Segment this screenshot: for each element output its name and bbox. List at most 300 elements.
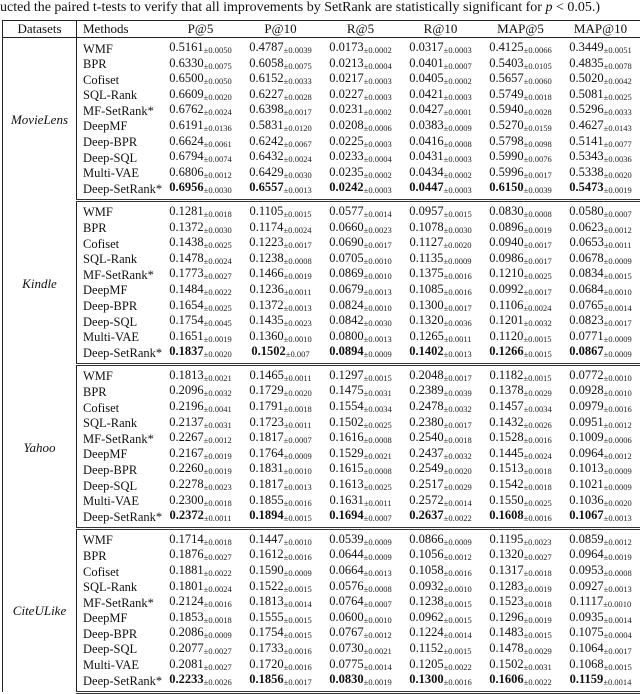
cell-r10: [401, 400, 481, 416]
metric-std: ±0.0015: [604, 271, 632, 281]
metric-value: 0.0227: [329, 87, 363, 101]
metric-value: 0.2048: [409, 368, 443, 382]
cell-r5: [321, 345, 401, 364]
metric-std: ±0.0013: [444, 349, 472, 359]
cell-map10: [561, 384, 640, 400]
metric-std: ±0.0066: [524, 45, 552, 55]
cell-p5: [161, 200, 241, 220]
metric-std: ±0.0009: [444, 123, 472, 133]
metric-value: 0.1513: [489, 461, 523, 475]
metric-value: 0.1733: [249, 641, 283, 655]
metric-value: 0.1085: [409, 282, 443, 296]
metric-value: 0.4787: [249, 40, 283, 54]
metric-value: 0.1894: [249, 508, 283, 522]
metric-value: 0.1174: [250, 220, 284, 234]
metric-value: 0.6152: [249, 71, 283, 85]
cell-p5: [161, 431, 241, 447]
metric-std: ±0.0016: [204, 599, 232, 609]
metric-std: ±0.0011: [284, 420, 312, 430]
table-row: [3, 509, 640, 528]
metric-std: ±0.0009: [364, 552, 392, 562]
metric-value: 0.1078: [409, 220, 443, 234]
method-name: Deep-BPR: [77, 135, 161, 151]
metric-std: ±0.0076: [524, 154, 552, 164]
metric-std: ±0.0011: [204, 513, 232, 523]
metric-std: ±0.0018: [204, 498, 232, 508]
metric-value: 0.5831: [249, 118, 283, 132]
cell-map5: [481, 330, 561, 346]
cell-p10: [241, 72, 321, 88]
method-name: Multi-VAE: [77, 658, 161, 674]
cell-r10: [401, 384, 481, 400]
metric-value: 0.5020: [569, 71, 603, 85]
metric-value: 0.1205: [409, 657, 443, 671]
metric-std: ±0.0012: [604, 420, 632, 430]
cell-p10: [241, 299, 321, 315]
metric-value: 0.1195: [490, 532, 524, 546]
metric-value: 0.1694: [329, 508, 363, 522]
cell-map5: [481, 478, 561, 494]
cell-r10: [401, 416, 481, 432]
metric-std: ±0.0018: [204, 537, 232, 547]
metric-value: 0.0765: [569, 298, 603, 312]
header-row: [3, 21, 640, 38]
method-name: Deep-SQL: [77, 642, 161, 658]
metric-value: 0.5657: [489, 71, 523, 85]
metric-std: ±0.0010: [603, 599, 631, 609]
metric-value: 0.1484: [169, 282, 203, 296]
metric-std: ±0.0019: [284, 271, 312, 281]
cell-map10: [561, 509, 640, 528]
metric-std: ±0.0034: [364, 404, 392, 414]
cell-r5: [321, 103, 401, 119]
metric-value: 0.2278: [169, 477, 203, 491]
metric-value: 0.0842: [329, 313, 363, 327]
metric-value: 0.6429: [249, 165, 283, 179]
cell-map5: [481, 400, 561, 416]
cell-r5: [321, 580, 401, 596]
metric-value: 0.1238: [249, 251, 283, 265]
metric-value: 0.1729: [249, 383, 283, 397]
metric-value: 0.1378: [489, 383, 523, 397]
cell-r5: [321, 478, 401, 494]
cell-map10: [561, 494, 640, 510]
cell-p5: [161, 364, 241, 384]
metric-value: 0.0416: [409, 134, 443, 148]
method-name: Cofiset: [77, 564, 161, 580]
cell-p10: [241, 400, 321, 416]
metric-std: ±0.0008: [364, 584, 392, 594]
metric-value: 0.5081: [569, 87, 603, 101]
cell-p10: [241, 135, 321, 151]
metric-value: 0.6500: [169, 71, 203, 85]
metric-std: ±0.0017: [284, 677, 312, 687]
metric-value: 0.0233: [329, 149, 363, 163]
cell-r5: [321, 494, 401, 510]
metric-std: ±0.0050: [204, 76, 232, 86]
metric-value: 0.1117: [570, 594, 603, 608]
metric-value: 0.6794: [169, 149, 203, 163]
metric-std: ±0.0016: [444, 287, 472, 297]
table-row: [3, 38, 640, 57]
cell-r5: [321, 431, 401, 447]
metric-value: 0.1612: [249, 547, 283, 561]
cell-p10: [241, 416, 321, 432]
cell-r5: [321, 252, 401, 268]
metric-std: ±0.0017: [444, 373, 472, 383]
metric-std: ±0.0004: [364, 61, 392, 71]
cell-p10: [241, 528, 321, 548]
metric-std: ±0.0007: [604, 209, 632, 219]
metric-value: 0.1881: [169, 563, 203, 577]
metric-std: ±0.0011: [284, 373, 312, 383]
table-row: [3, 345, 640, 364]
cell-p5: [161, 564, 241, 580]
cell-map10: [561, 658, 640, 674]
method-name: Deep-BPR: [77, 462, 161, 478]
metric-std: ±0.0024: [204, 107, 232, 117]
method-name: DeepMF: [77, 611, 161, 627]
metric-std: ±0.0003: [364, 139, 392, 149]
method-name: Deep-SetRank*: [77, 509, 161, 528]
cell-p5: [161, 548, 241, 564]
cell-map5: [481, 642, 561, 658]
metric-std: ±0.0015: [443, 646, 471, 656]
cell-p5: [161, 416, 241, 432]
cell-map5: [481, 181, 561, 200]
table-row: [3, 364, 640, 384]
metric-std: ±0.0031: [364, 388, 392, 398]
metric-std: ±0.007: [286, 349, 310, 359]
cell-p10: [241, 462, 321, 478]
cell-r5: [321, 548, 401, 564]
metric-std: ±0.0020: [604, 498, 632, 508]
cell-r10: [401, 564, 481, 580]
metric-std: ±0.0039: [444, 388, 472, 398]
metric-value: 0.1853: [169, 610, 203, 624]
cell-map10: [561, 447, 640, 463]
table-row: [3, 181, 640, 200]
metric-value: 0.1529: [329, 446, 363, 460]
cell-r10: [401, 314, 481, 330]
cell-p10: [241, 658, 321, 674]
metric-std: ±0.0078: [604, 61, 632, 71]
metric-value: 0.1056: [409, 547, 443, 561]
metric-value: 0.1555: [249, 610, 283, 624]
cell-p10: [241, 384, 321, 400]
metric-value: 0.0213: [329, 56, 363, 70]
cell-r10: [401, 299, 481, 315]
table-body: [3, 38, 640, 693]
metric-std: ±0.0030: [204, 225, 232, 235]
metric-std: ±0.0015: [284, 584, 312, 594]
cell-p10: [241, 509, 321, 528]
table-row: [3, 103, 640, 119]
metric-value: 0.0653: [569, 235, 603, 249]
metric-value: 0.1438: [169, 235, 203, 249]
metric-std: ±0.0026: [524, 420, 552, 430]
method-name: MF-SetRank*: [77, 431, 161, 447]
method-name: Multi-VAE: [77, 494, 161, 510]
cell-map10: [561, 236, 640, 252]
metric-std: ±0.0007: [364, 599, 392, 609]
header-map10: MAP@10: [561, 21, 640, 38]
metric-std: ±0.0036: [444, 318, 472, 328]
cell-r10: [401, 580, 481, 596]
cell-r10: [401, 595, 481, 611]
metric-value: 0.0427: [409, 102, 443, 116]
metric-std: ±0.0032: [444, 451, 472, 461]
metric-value: 0.0421: [409, 87, 443, 101]
metric-std: ±0.0013: [284, 185, 312, 195]
metric-std: ±0.0024: [204, 256, 232, 266]
metric-value: 0.1201: [489, 313, 523, 327]
metric-value: 0.1720: [249, 657, 283, 671]
metric-std: ±0.0008: [444, 139, 472, 149]
table-row: [3, 314, 640, 330]
metric-std: ±0.0016: [524, 513, 552, 523]
cell-p5: [161, 384, 241, 400]
metric-std: ±0.0017: [524, 170, 552, 180]
metric-value: 0.1127: [410, 235, 444, 249]
table-row: [3, 57, 640, 73]
metric-std: ±0.0009: [604, 466, 632, 476]
metric-std: ±0.0015: [283, 209, 311, 219]
cell-r5: [321, 267, 401, 283]
cell-map10: [561, 88, 640, 104]
metric-std: ±0.0023: [364, 225, 392, 235]
metric-value: 0.2300: [169, 493, 203, 507]
cell-p10: [241, 580, 321, 596]
metric-std: ±0.0003: [444, 45, 472, 55]
metric-value: 0.0678: [569, 251, 603, 265]
cell-p10: [241, 431, 321, 447]
cell-p10: [241, 38, 321, 57]
metric-std: ±0.0010: [364, 303, 392, 313]
metric-std: ±0.0009: [364, 349, 392, 359]
table-row: [3, 548, 640, 564]
metric-std: ±0.0011: [364, 498, 392, 508]
cell-r5: [321, 595, 401, 611]
cell-p5: [161, 611, 241, 627]
cell-p5: [161, 299, 241, 315]
metric-value: 0.1837: [169, 344, 203, 358]
metric-value: 0.5403: [489, 56, 523, 70]
metric-std: ±0.0019: [604, 185, 632, 195]
metric-value: 0.0940: [489, 235, 523, 249]
metric-value: 0.2517: [409, 477, 443, 491]
metric-std: ±0.0015: [444, 599, 472, 609]
cell-r5: [321, 236, 401, 252]
metric-std: ±0.0032: [524, 318, 552, 328]
metric-std: ±0.0022: [524, 677, 552, 687]
metric-std: ±0.0013: [284, 303, 312, 313]
method-name: BPR: [77, 221, 161, 237]
cell-p10: [241, 548, 321, 564]
metric-std: ±0.0143: [604, 123, 632, 133]
cell-map5: [481, 595, 561, 611]
cell-p5: [161, 88, 241, 104]
metric-std: ±0.0019: [524, 584, 552, 594]
metric-std: ±0.0022: [444, 662, 472, 672]
metric-std: ±0.0027: [204, 662, 232, 672]
metric-value: 0.1236: [249, 282, 283, 296]
metric-value: 0.0964: [569, 446, 603, 460]
cell-r10: [401, 494, 481, 510]
metric-std: ±0.0022: [204, 287, 232, 297]
cell-map5: [481, 150, 561, 166]
metric-std: ±0.0018: [524, 599, 552, 609]
cell-p10: [241, 103, 321, 119]
cell-r5: [321, 88, 401, 104]
cell-map10: [561, 283, 640, 299]
cell-r5: [321, 166, 401, 182]
metric-value: 0.1036: [569, 493, 603, 507]
metric-value: 0.1483: [489, 625, 523, 639]
method-name: Deep-SetRank*: [77, 345, 161, 364]
metric-std: ±0.0034: [524, 404, 552, 414]
cell-map5: [481, 416, 561, 432]
table-row: [3, 221, 640, 237]
method-name: Deep-BPR: [77, 299, 161, 315]
metric-value: 0.1522: [249, 579, 283, 593]
table-row: [3, 88, 640, 104]
table-row: [3, 673, 640, 692]
cell-map5: [481, 431, 561, 447]
metric-std: ±0.0011: [284, 287, 312, 297]
metric-value: 0.1791: [249, 399, 283, 413]
metric-value: 0.1654: [169, 298, 203, 312]
metric-value: 0.5338: [569, 165, 603, 179]
metric-std: ±0.0018: [524, 568, 552, 578]
metric-value: 0.1372: [169, 220, 203, 234]
metric-std: ±0.0013: [284, 482, 312, 492]
method-name: Deep-SQL: [77, 478, 161, 494]
cell-p5: [161, 314, 241, 330]
metric-std: ±0.0017: [364, 240, 392, 250]
metric-value: 0.5141: [569, 134, 603, 148]
cell-map10: [561, 528, 640, 548]
metric-std: ±0.0018: [524, 466, 552, 476]
metric-value: 0.1238: [409, 594, 443, 608]
metric-value: 0.1523: [489, 594, 523, 608]
metric-std: ±0.0010: [444, 584, 472, 594]
table-row: [3, 658, 640, 674]
metric-std: ±0.0023: [204, 482, 232, 492]
metric-std: ±0.0012: [204, 170, 232, 180]
cell-r10: [401, 119, 481, 135]
cell-map5: [481, 57, 561, 73]
cell-map10: [561, 314, 640, 330]
metric-std: ±0.0016: [524, 435, 552, 445]
metric-std: ±0.0032: [444, 404, 472, 414]
metric-std: ±0.0019: [204, 466, 232, 476]
metric-value: 0.1528: [489, 430, 523, 444]
metric-std: ±0.0009: [604, 482, 632, 492]
metric-value: 0.1457: [489, 399, 523, 413]
cell-r5: [321, 119, 401, 135]
metric-value: 0.0730: [329, 641, 363, 655]
metric-std: ±0.0030: [284, 170, 312, 180]
cell-map5: [481, 221, 561, 237]
metric-value: 0.0957: [409, 204, 443, 218]
metric-value: 0.0979: [569, 399, 603, 413]
metric-value: 0.2572: [409, 493, 443, 507]
metric-value: 0.1159: [570, 672, 604, 686]
method-name: DeepMF: [77, 447, 161, 463]
cell-map5: [481, 267, 561, 283]
metric-std: ±0.0003: [364, 76, 392, 86]
metric-value: 0.1813: [249, 594, 283, 608]
metric-std: ±0.0014: [444, 630, 472, 640]
table-row: [3, 626, 640, 642]
metric-std: ±0.0013: [364, 568, 392, 578]
cell-map5: [481, 119, 561, 135]
metric-std: ±0.0002: [364, 170, 392, 180]
metric-std: ±0.0018: [444, 435, 472, 445]
metric-std: ±0.0024: [524, 451, 552, 461]
metric-std: ±0.0009: [444, 537, 472, 547]
metric-value: 0.1445: [489, 446, 523, 460]
metric-std: ±0.0020: [204, 92, 232, 102]
cell-p10: [241, 345, 321, 364]
metric-std: ±0.0015: [284, 630, 312, 640]
cell-map10: [561, 150, 640, 166]
metric-value: 0.1435: [249, 313, 283, 327]
metric-std: ±0.0019: [364, 677, 392, 687]
metric-value: 0.0217: [329, 71, 363, 85]
metric-std: ±0.0024: [283, 225, 311, 235]
metric-std: ±0.0014: [604, 303, 632, 313]
table-row: [3, 330, 640, 346]
metric-std: ±0.0039: [284, 45, 312, 55]
metric-value: 0.2380: [409, 415, 443, 429]
metric-value: 0.1210: [489, 266, 523, 280]
cell-map10: [561, 611, 640, 627]
metric-value: 0.0927: [569, 579, 603, 593]
cell-map10: [561, 200, 640, 220]
metric-value: 0.4627: [569, 118, 603, 132]
metric-std: ±0.0004: [364, 154, 392, 164]
cell-r5: [321, 642, 401, 658]
cell-r5: [321, 314, 401, 330]
metric-std: ±0.0002: [364, 107, 392, 117]
metric-value: 0.0434: [409, 165, 443, 179]
cell-r5: [321, 416, 401, 432]
metric-value: 0.1283: [489, 579, 523, 593]
metric-std: ±0.0022: [444, 513, 472, 523]
table-row: [3, 447, 640, 463]
cell-map5: [481, 88, 561, 104]
metric-std: ±0.0027: [524, 552, 552, 562]
cell-map10: [561, 38, 640, 57]
metric-std: ±0.0009: [284, 451, 312, 461]
metric-value: 0.1106: [490, 298, 524, 312]
cell-map10: [561, 595, 640, 611]
metric-value: 0.6956: [169, 180, 203, 194]
metric-value: 0.1813: [169, 368, 203, 382]
metric-value: 0.0896: [489, 220, 523, 234]
metric-value: 0.1432: [489, 415, 523, 429]
metric-value: 0.0231: [329, 102, 363, 116]
metric-std: ±0.0009: [604, 334, 632, 344]
metric-std: ±0.0015: [524, 630, 552, 640]
metric-value: 0.1817: [249, 477, 283, 491]
cell-r10: [401, 478, 481, 494]
metric-std: ±0.0003: [444, 154, 472, 164]
metric-value: 0.0951: [569, 415, 603, 429]
metric-std: ±0.0120: [284, 123, 312, 133]
